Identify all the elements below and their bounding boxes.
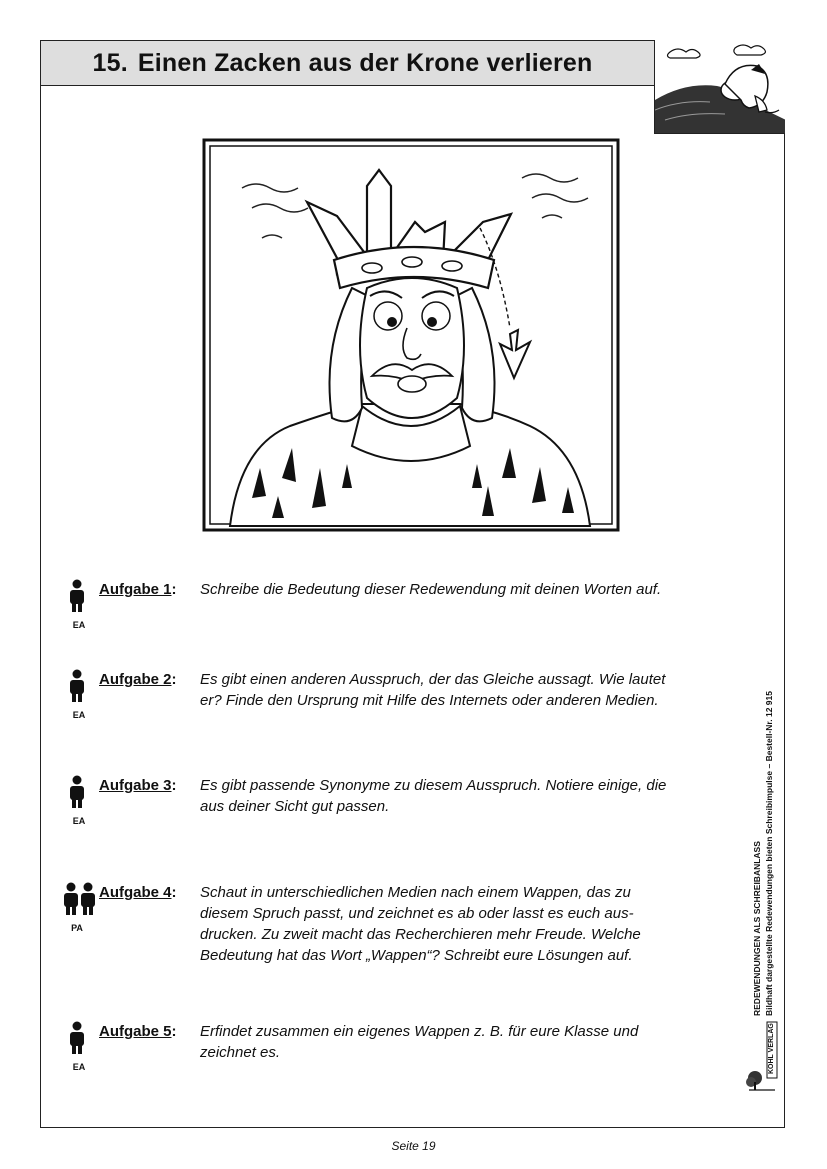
task-label: Aufgabe 3: bbox=[99, 777, 177, 794]
task-2 bbox=[62, 669, 732, 759]
crouching-figure-icon bbox=[655, 40, 785, 134]
series-title: REDEWENDUNGEN ALS SCHREIBANLASS bbox=[752, 841, 762, 1016]
page-title: Einen Zacken aus der Krone verlieren bbox=[137, 48, 593, 77]
task-text: Erfindet zusammen ein eigenes Wappen z. B. für eure Klasse und zeichnet es. bbox=[200, 1023, 639, 1061]
corner-illustration bbox=[654, 40, 785, 134]
publisher-logo bbox=[745, 1020, 781, 1097]
publisher-name: KOHL VERLAG bbox=[768, 1023, 775, 1074]
work-mode-label: EA bbox=[72, 620, 86, 630]
page-number: 15. bbox=[92, 48, 128, 77]
task-text: Es gibt passende Synonyme zu diesem Ausspruch. Notiere einige, die aus deiner Sicht gut passen. bbox=[200, 777, 667, 815]
king-illustration bbox=[202, 138, 620, 532]
series-subtitle: Bildhaft dargestellte Redewendungen bieten Schreibimpulse – Bestell-Nr. 12 915 bbox=[764, 691, 774, 1016]
work-mode-label: EA bbox=[72, 710, 86, 720]
task-label: Aufgabe 4: bbox=[99, 884, 177, 901]
task-text: Es gibt einen anderen Ausspruch, der das Gleiche aussagt. Wie lautet er? Finde den Ursprung mit Hilfe des Internets oder anderen Medien. bbox=[200, 671, 666, 709]
publisher-sidebar bbox=[751, 691, 775, 1016]
single-person-icon bbox=[62, 775, 92, 809]
task-label: Aufgabe 2: bbox=[99, 671, 177, 688]
title-bar bbox=[40, 40, 655, 86]
sad-king-icon bbox=[202, 138, 620, 532]
page-footer: Seite 19 bbox=[391, 1139, 436, 1153]
tree-logo-icon bbox=[745, 1020, 781, 1092]
task-text: Schreibe die Bedeutung dieser Redewendung mit deinen Worten auf. bbox=[200, 581, 662, 598]
task-4 bbox=[62, 882, 732, 992]
task-text: Schaut in unterschiedlichen Medien nach einem Wappen, das zu diesem Spruch passt, und zeichnet es ab oder lasst es euch aus- drucken. Zu zweit macht das Recherchieren mehr Freude. Welche Bedeutung hat das Wort „Wappen“? Schreibt eure Lösungen auf. bbox=[200, 884, 641, 964]
task-5 bbox=[62, 1021, 732, 1111]
single-person-icon bbox=[62, 1021, 92, 1055]
task-label: Aufgabe 1: bbox=[99, 581, 177, 598]
task-label: Aufgabe 5: bbox=[99, 1023, 177, 1040]
work-mode-label: EA bbox=[72, 816, 86, 826]
task-1 bbox=[62, 579, 732, 669]
task-3 bbox=[62, 775, 732, 865]
work-mode-label: EA bbox=[72, 1062, 86, 1072]
single-person-icon bbox=[62, 579, 92, 613]
two-persons-icon bbox=[62, 882, 98, 916]
single-person-icon bbox=[62, 669, 92, 703]
work-mode-label: PA bbox=[71, 923, 83, 933]
